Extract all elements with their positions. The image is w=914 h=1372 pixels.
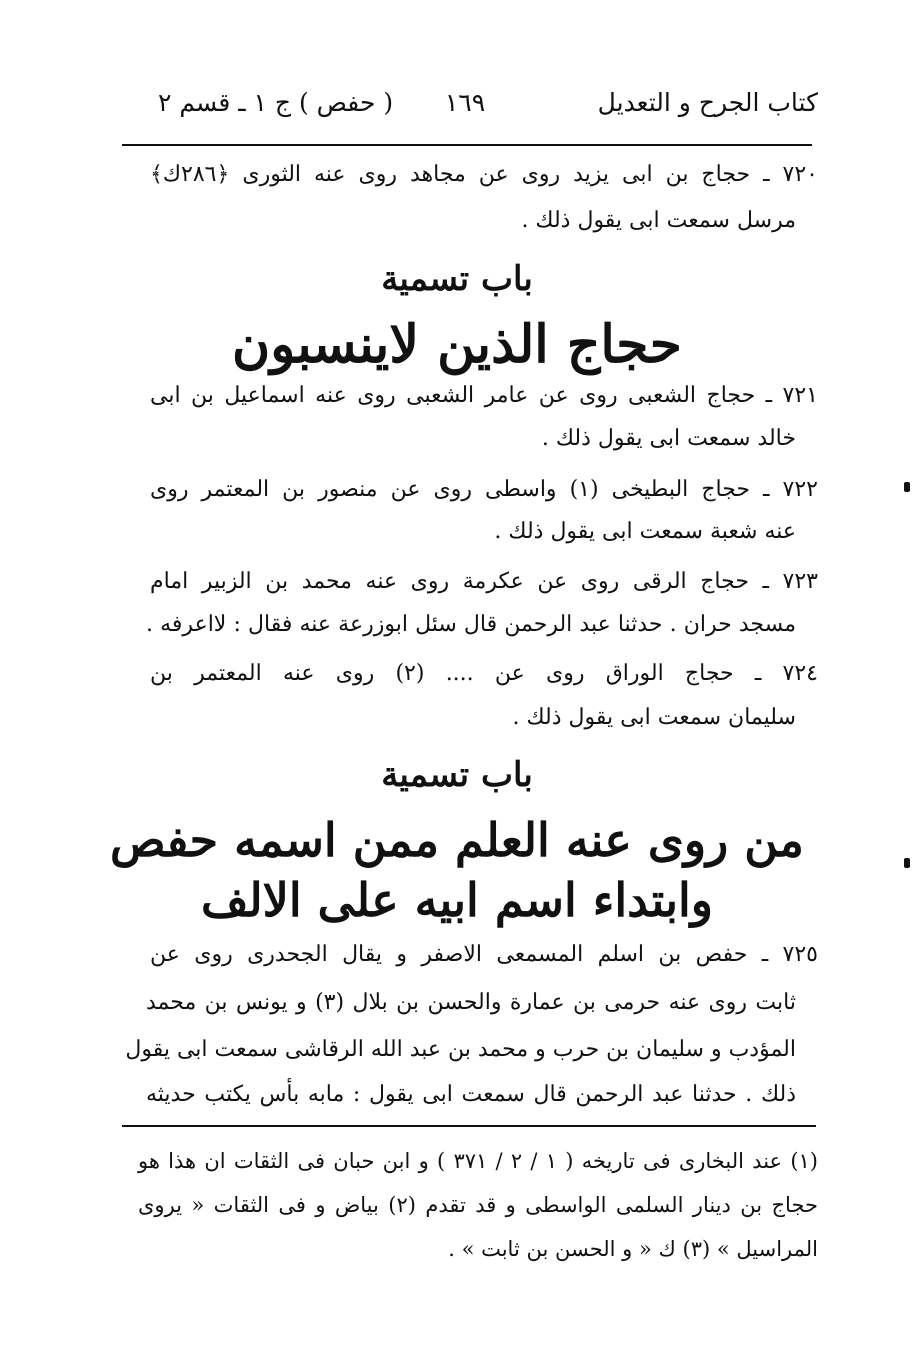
chapter-title-2-line-1: من روى عنه العلم ممن اسمه حفص [110, 813, 804, 867]
entry-721-line-1: ٧٢١ ـ حجاج الشعبى روى عن عامر الشعبى روى عنه اسماعيل بن ابى [150, 383, 818, 408]
header-section: ( حفص ) ج ١ ـ قسم ٢ [158, 88, 394, 117]
entry-722-line-2: عنه شعبة سمعت ابى يقول ذلك . [494, 519, 796, 544]
entry-724-line-1: ٧٢٤ ـ حجاج الوراق روى عن .... (٢) روى عنه المعتمر بن [150, 661, 818, 686]
footnote-line-2: حجاج بن دينار السلمى الواسطى و قد تقدم (٢) بياض و فى الثقات « يروى [138, 1193, 818, 1217]
entry-720-line-1: ٧٢٠ ـ حجاج بن ابى يزيد روى عن مجاهد روى عنه الثورى ﴿٢٨٦ك﴾ [150, 162, 818, 187]
margin-mark [904, 858, 910, 868]
footnote-line-1: (١) عند البخارى فى تاريخه ( ١ / ٢ / ٣٧١ ) و ابن حبان فى الثقات ان هذا هو [138, 1149, 818, 1173]
margin-mark [904, 482, 910, 492]
entry-720-line-2: مرسل سمعت ابى يقول ذلك . [521, 208, 796, 233]
header-page-number: ١٦٩ [444, 88, 486, 117]
entry-725-line-4: ذلك . حدثنا عبد الرحمن قال سمعت ابى يقول : مابه بأس يكتب حديثه [146, 1082, 796, 1107]
entry-725-line-1: ٧٢٥ ـ حفص بن اسلم المسمعى الاصفر و يقال الجحدرى روى عن [150, 942, 818, 967]
entry-725-line-3: المؤدب و سليمان بن حرب و محمد بن عبد الله الرقاشى سمعت ابى يقول [125, 1037, 796, 1062]
chapter-title-1: حجاج الذين لاينسبون [232, 314, 682, 375]
header-rule [122, 144, 812, 146]
entry-721-line-2: خالد سمعت ابى يقول ذلك . [541, 426, 796, 451]
entry-724-line-2: سليمان سمعت ابى يقول ذلك . [512, 705, 796, 730]
footnote-line-3: المراسيل » (٣) ك « و الحسن بن ثابت » . [448, 1237, 818, 1261]
entry-723-line-1: ٧٢٣ ـ حجاج الرقى روى عن عكرمة روى عنه محمد بن الزبير امام [150, 569, 818, 594]
entry-725-line-2: ثابت روى عنه حرمى بن عمارة والحسن بن بلال (٣) و يونس بن محمد [146, 990, 796, 1015]
chapter-title-2-line-2: وابتداء اسم ابيه على الالف [200, 873, 714, 927]
chapter-heading-bab-1: باب تسمية [381, 259, 533, 299]
footnote-rule [122, 1125, 816, 1127]
entry-722-line-1: ٧٢٢ ـ حجاج البطيخى (١) واسطى روى عن منصور بن المعتمر روى [150, 477, 818, 502]
entry-723-line-2: مسجد حران . حدثنا عبد الرحمن قال سئل ابوزرعة عنه فقال : لااعرفه . [146, 612, 796, 637]
header-book-title: كتاب الجرح و التعديل [597, 88, 818, 117]
chapter-heading-bab-2: باب تسمية [381, 755, 533, 795]
